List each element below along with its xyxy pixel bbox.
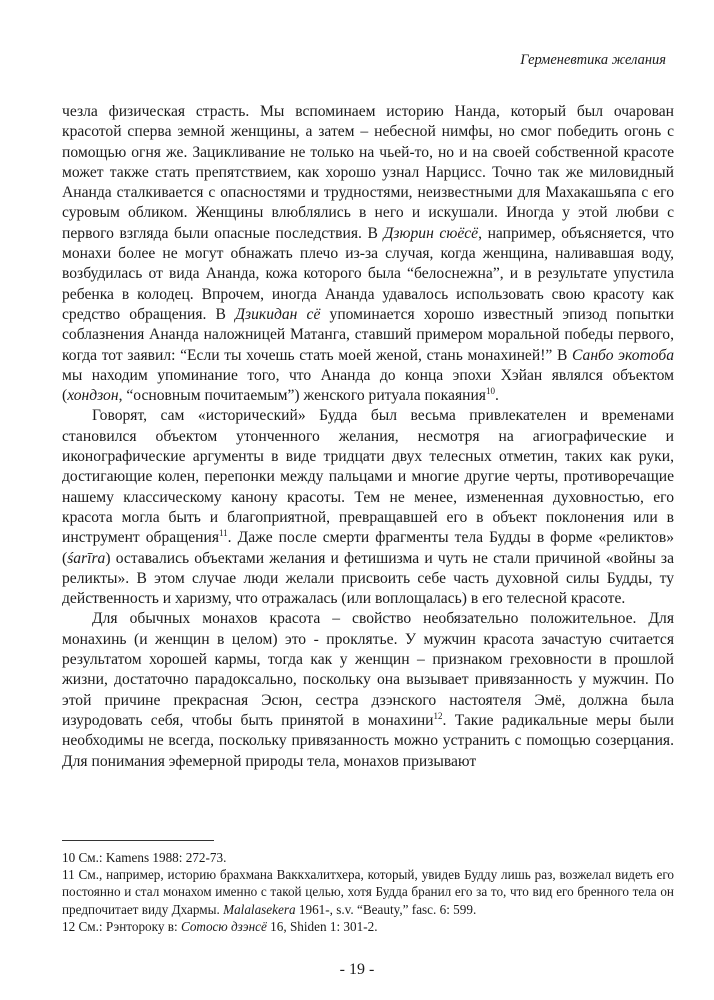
- footnote-ref: 10: [485, 385, 495, 396]
- running-header: Герменевтика желания: [520, 52, 666, 68]
- text-run: упоминается хорошо известный эпизод попытки соблазнения Ананда наложницей Матанга, ставший примером моральной победы первого, когда тот заявил: “Если ты хочешь стать моей женой, стань монахиней!” В: [62, 305, 674, 364]
- text-run: Говорят, сам «исторический» Будда был весьма привлекателен и временами становился объектом утонченного желания, несмотря на агиографические и иконографические аргументы в виде тридцати двух телесных отметин, таких как руки, достигающие колен, перепонки между пальцами и многие другие черты, противоречащие нашему классическому канону красоты. Тем не менее, измененная духовностью, его красота могла быть и благоприятной, превращавшей его в объект поклонения или в инструмент обращения: [62, 407, 674, 547]
- italic-title: Malalasekera: [223, 901, 296, 917]
- italic-term: хондзон: [67, 387, 119, 405]
- text-run: , например, объясняется, что монахи более не могут обнажать плечо из-за случая, когда женщина, наливавшая воду, возбудилась от вида Ананда, кожа которого была “белоснежна”, и в результате упустила ребенка в колодец. Впрочем, иногда Ананда удавалось использовать свою красоту как средство обращения. В: [62, 224, 674, 323]
- italic-title: Санбо экотоба: [572, 346, 674, 364]
- footnote-ref: 11: [219, 528, 228, 539]
- footnote-ref: 12: [433, 710, 443, 721]
- text-run: ) оставались объектами желания и фетишизма и чуть не стали причиной «войны за реликты». В этом случае люди желали присвоить себе часть духовной силы Будды, ту действенность и харизму, что отражалась (или воплощалась) в его телесной красоте.: [62, 549, 674, 608]
- text-run: 16, Shiden 1: 301-2.: [266, 918, 378, 934]
- footnote-10: 10 См.: Kamens 1988: 272-73.: [62, 850, 227, 865]
- footnote-divider: [62, 840, 214, 841]
- paragraph-3: [62, 609, 674, 771]
- text-run: 1961-, s.v. “Beauty,” fasc. 6: 599.: [295, 901, 477, 917]
- text-run: .: [494, 387, 499, 405]
- italic-title: Дзикидан сё: [235, 305, 321, 323]
- italic-title: Дзюрин сюёсё: [383, 224, 479, 242]
- text-run: Для обычных монахов красота – свойство необязательно положительное. Для монахинь (и женщин в целом) это - проклятье. У мужчин красота зачастую считается результатом хорошей кармы, тогда как у женщин – признаком греховности в прошлой жизни, достаточно парадоксально, поскольку она вызывает привязанность у мужчин. По этой причине прекрасная Эсюн, сестра дзэнского настоятеля Эмё, должна была изуродовать себя, чтобы быть принятой в монахини: [62, 610, 674, 729]
- page-number: - 19 -: [339, 961, 375, 978]
- main-text: [62, 102, 674, 772]
- text-run: . Такие радикальные меры были необходимы не всегда, поскольку привязанность можно устранить с помощью созерцания. Для понимания эфемерной природы тела, монахов призывают: [62, 711, 674, 770]
- paragraph-2: [62, 406, 674, 609]
- text-run: мы находим упоминание того, что Ананда до конца эпохи Хэйан являлся объектом (: [62, 366, 674, 405]
- text-run: , “основным почитаемым”) женского ритуала покаяния: [118, 387, 486, 405]
- text-run: чезла физическая страсть. Мы вспоминаем историю Нанда, который был очарован красотой сперва земной женщины, а затем – небесной нимфы, но смог победить огонь с помощью огня же. Зацикливание не только на чьей-то, но и на своей собственной красоте может также стать препятствием, как хорошо узнал Нарцисс. Точно так же миловидный Ананда сталкивается с опасностями и трудностями, неизвестными для Махакашьяпа с его суровым обликом. Женщины влюблялись в него и искушали. Иногда у этой любви с первого взгляда были опасные последствия. В: [62, 103, 674, 242]
- italic-title: Сотосю дзэнсё: [180, 918, 267, 934]
- footnote-11: [62, 866, 674, 918]
- text-run: 11 См., например, историю брахмана Ваккхалитхера, который, увидев Будду лишь раз, возжелал видеть его постоянно и стал монахом именно с такой целью, хотя Будда бранил его за то, что вид его бренного тела он предпочитает виду Дхармы.: [62, 867, 674, 917]
- text-run: . Даже после смерти фрагменты тела Будды в форме «реликтов» (: [62, 529, 674, 567]
- text-run: 12 См.: Рэнтороку в:: [62, 918, 181, 934]
- italic-term: śarīra: [67, 549, 106, 567]
- footnote-12: [62, 918, 674, 935]
- footnotes: [62, 849, 674, 935]
- paragraph-1: [62, 102, 674, 406]
